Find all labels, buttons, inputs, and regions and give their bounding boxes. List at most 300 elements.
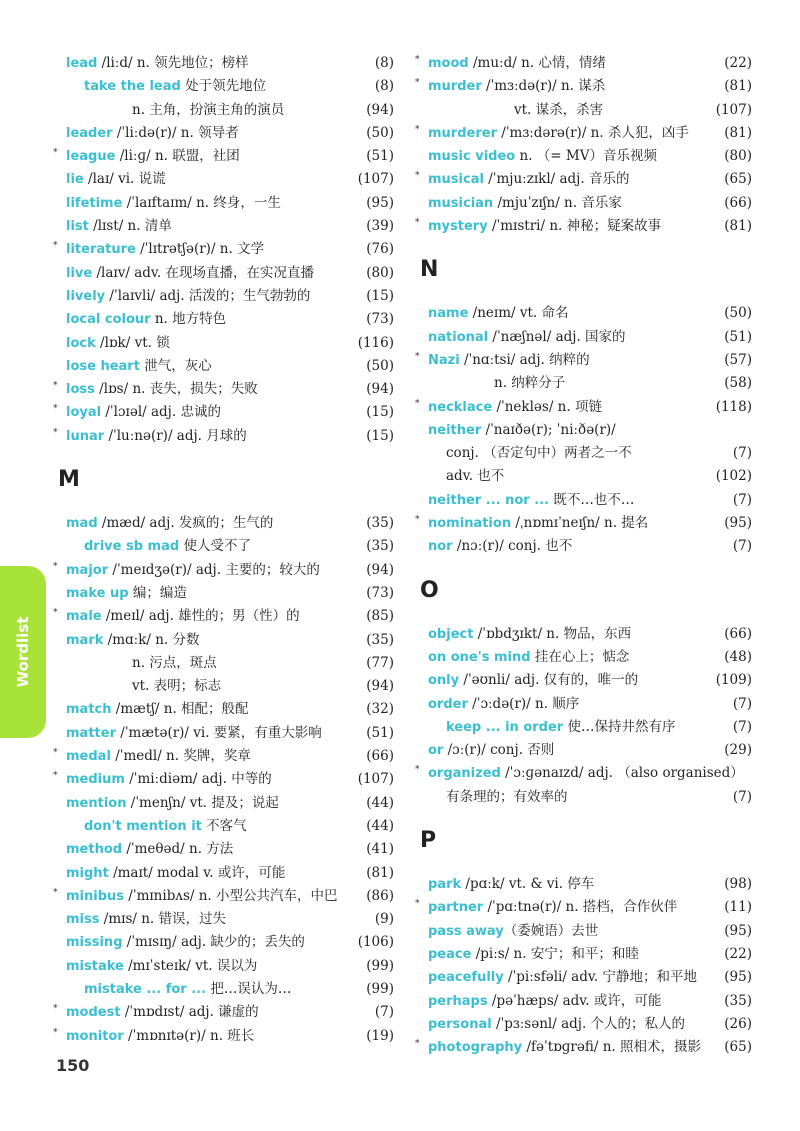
definition: vt. 表明；标志 xyxy=(132,678,222,695)
definition: /liːd/ n. 领先地位；榜样 xyxy=(97,55,249,71)
headword: list xyxy=(66,219,89,235)
wordlist-entry xyxy=(420,372,752,395)
definition: /ˈmjuːzɪkl/ adj. 音乐的 xyxy=(483,171,630,188)
wordlist-entry xyxy=(420,623,752,646)
star-icon: * xyxy=(415,1039,420,1050)
wordlist-entry xyxy=(58,978,394,1001)
page-reference: (77) xyxy=(366,654,394,671)
page-reference: (80) xyxy=(724,148,752,165)
star-icon: * xyxy=(53,381,58,392)
wordlist-entry xyxy=(58,792,394,815)
definition: （委婉语）去世 xyxy=(503,922,599,939)
page-reference: (76) xyxy=(366,241,394,258)
headword: only xyxy=(428,673,460,689)
page-number: 150 xyxy=(56,1056,90,1075)
page-reference: (94) xyxy=(366,561,394,578)
headword: necklace xyxy=(428,399,493,415)
page-reference: (7) xyxy=(732,695,752,712)
wordlist-entry xyxy=(58,215,394,238)
page-reference: (15) xyxy=(366,404,394,421)
page-reference: (39) xyxy=(366,218,394,235)
page-reference: (35) xyxy=(724,992,752,1009)
definition: n. 主角，扮演主角的演员 xyxy=(132,101,285,118)
page-reference: (107) xyxy=(357,171,394,188)
page-reference: (73) xyxy=(366,311,394,328)
headword: live xyxy=(66,265,93,281)
headword: pass away xyxy=(428,923,504,939)
definition: /ˈɔːɡənaɪzd/ adj. （also organised） xyxy=(500,765,744,782)
definition: /ˈnaɪðə(r); ˈniːðə(r)/ xyxy=(481,421,616,438)
definition: /pɑːk/ vt. & vi. 停车 xyxy=(461,876,595,893)
page-reference: (7) xyxy=(732,445,752,462)
star-icon: * xyxy=(53,608,58,619)
headword: medal xyxy=(66,749,111,765)
definition: /maɪt/ modal v. 或许，可能 xyxy=(108,864,286,881)
page-reference: (8) xyxy=(374,55,394,71)
page-reference: (66) xyxy=(724,625,752,642)
page-reference: (22) xyxy=(724,945,752,962)
definition: /ˈmɪsɪŋ/ adj. 缺少的；丢失的 xyxy=(122,934,305,951)
star-icon: * xyxy=(53,1027,58,1038)
definition: /ˈmɪnibʌs/ n. 小型公共汽车，中巴 xyxy=(124,887,338,904)
wordlist-entry xyxy=(420,739,752,762)
wordlist-entry xyxy=(53,605,394,628)
headword: on one's mind xyxy=(428,649,531,665)
wordlist-entry xyxy=(420,419,752,442)
page-reference: (50) xyxy=(724,305,752,322)
star-icon: * xyxy=(53,561,58,572)
page-reference: (7) xyxy=(732,718,752,735)
page-reference: (7) xyxy=(732,538,752,555)
headword: literature xyxy=(66,242,136,258)
wordlist-entry xyxy=(53,238,394,261)
definition: vt. 谋杀，杀害 xyxy=(514,101,604,118)
definition: /ˈpɑːtnə(r)/ n. 搭档，合作伙伴 xyxy=(483,899,678,916)
headword: peacefully xyxy=(428,970,504,986)
definition: /ˌnɒmɪˈneɪʃn/ n. 提名 xyxy=(511,515,649,532)
page-reference: (95) xyxy=(724,922,752,939)
page-reference: (19) xyxy=(366,1027,394,1044)
headword: mark xyxy=(66,632,104,648)
page-reference: (44) xyxy=(366,794,394,811)
page-reference: (29) xyxy=(724,742,752,759)
section-letter: O xyxy=(420,577,439,603)
wordlist-entry xyxy=(58,52,394,75)
wordlist-entry xyxy=(58,652,394,675)
definition: /ˈɒbdʒɪkt/ n. 物品，东西 xyxy=(473,625,632,642)
definition: /ˈmɜːdə(r)/ n. 谋杀 xyxy=(481,78,606,95)
wordlist-entry xyxy=(58,332,394,355)
star-icon: * xyxy=(53,241,58,252)
headword: mistake ... for ... xyxy=(84,981,207,997)
definition: /neɪm/ vt. 命名 xyxy=(468,305,569,322)
star-icon: * xyxy=(53,404,58,415)
definition: /piːs/ n. 安宁；和平；和睦 xyxy=(471,945,639,962)
definition: /ˈnæʃnəl/ adj. 国家的 xyxy=(488,328,626,345)
wordlist-entry xyxy=(58,308,394,331)
page-reference: (57) xyxy=(724,351,752,368)
wordlist-entry xyxy=(58,122,394,145)
headword: might xyxy=(66,865,109,881)
wordlist-entry xyxy=(58,698,394,721)
wordlist-entry xyxy=(53,885,394,908)
page-reference: (73) xyxy=(366,584,394,601)
page-reference: (32) xyxy=(366,701,394,718)
definition: /lɪst/ n. 清单 xyxy=(88,218,172,235)
headword: lunar xyxy=(66,428,105,444)
wordlist-entry xyxy=(58,815,394,838)
definition: /nɔː(r)/ conj. 也不 xyxy=(452,538,573,555)
headword: lead xyxy=(66,56,98,71)
headword: leader xyxy=(66,125,113,141)
definition: /mjuˈzɪʃn/ n. 音乐家 xyxy=(493,194,622,211)
star-icon: * xyxy=(53,771,58,782)
definition: /fəˈtɒɡrəfi/ n. 照相术，摄影 xyxy=(522,1039,701,1056)
definition: /ˈlaɪvli/ adj. 活泼的；生气勃勃的 xyxy=(105,287,311,304)
headword: don't mention it xyxy=(84,818,202,834)
page-reference: (65) xyxy=(724,171,752,188)
page-reference: (98) xyxy=(724,876,752,893)
page-reference: (50) xyxy=(366,124,394,141)
page-reference: (51) xyxy=(724,328,752,345)
definition: n. 纳粹分子 xyxy=(494,375,566,392)
headword: league xyxy=(66,149,116,165)
definition: /ˈmɒnɪtə(r)/ n. 班长 xyxy=(123,1027,255,1044)
page-reference: (35) xyxy=(366,631,394,648)
wordlist-entry xyxy=(58,931,394,954)
left-column xyxy=(53,52,394,1048)
page-reference: (44) xyxy=(366,817,394,834)
headword: medium xyxy=(66,772,125,788)
page-reference: (94) xyxy=(366,101,394,118)
page-reference: (95) xyxy=(724,515,752,532)
wordlist-entry xyxy=(420,1013,752,1036)
headword: perhaps xyxy=(428,993,488,1009)
page-reference: (106) xyxy=(357,934,394,951)
definition: /ˈluːnə(r)/ adj. 月球的 xyxy=(104,427,247,444)
wordlist-entry xyxy=(420,535,752,558)
definition: /mæd/ adj. 发疯的；生气的 xyxy=(97,515,274,532)
headword: murderer xyxy=(428,125,497,141)
star-icon: * xyxy=(415,124,420,135)
definition: 编；编造 xyxy=(128,584,187,601)
headword: peace xyxy=(428,946,472,962)
definition: /mɪs/ n. 错误，过失 xyxy=(99,911,226,928)
headword: male xyxy=(66,609,102,625)
wordlist-entry xyxy=(53,145,394,168)
page-reference: (95) xyxy=(366,194,394,211)
definition: /lɒk/ vt. 锁 xyxy=(95,334,170,351)
wordlist-entry xyxy=(420,489,752,512)
star-icon: * xyxy=(415,899,420,910)
headword: monitor xyxy=(66,1028,124,1044)
headword: organized xyxy=(428,766,501,782)
headword: nomination xyxy=(428,516,512,532)
star-icon: * xyxy=(415,78,420,89)
wordlist-entry xyxy=(420,99,752,122)
wordlist-entry xyxy=(53,1025,394,1048)
star-icon: * xyxy=(415,515,420,526)
page-reference: (11) xyxy=(724,899,752,916)
definition: /muːd/ n. 心情，情绪 xyxy=(468,55,606,71)
page-reference: (81) xyxy=(366,864,394,881)
definition: /ˈmɪstri/ n. 神秘；疑案故事 xyxy=(487,218,662,235)
headword: musical xyxy=(428,172,484,188)
headword: major xyxy=(66,562,109,578)
headword: mad xyxy=(66,516,98,532)
page-reference: (99) xyxy=(366,957,394,974)
section-letter: M xyxy=(58,467,80,493)
definition: /ˈmɒdɪst/ adj. 谦虚的 xyxy=(120,1004,259,1021)
headword: lively xyxy=(66,288,106,304)
star-icon: * xyxy=(415,55,420,65)
page-reference: (118) xyxy=(715,398,752,415)
headword: mention xyxy=(66,795,127,811)
definition: 挂在心上；惦念 xyxy=(530,648,630,665)
wordlist-entry xyxy=(415,52,752,75)
page-reference: (81) xyxy=(724,124,752,141)
wordlist-entry xyxy=(53,1001,394,1024)
wordlist-entry xyxy=(58,535,394,558)
definition: 泄气，灰心 xyxy=(139,357,212,374)
definition: /ˈmedl/ n. 奖牌，奖章 xyxy=(110,748,251,765)
star-icon: * xyxy=(415,171,420,182)
headword: national xyxy=(428,329,489,345)
section-letter: N xyxy=(420,257,439,283)
star-icon: * xyxy=(53,427,58,438)
wordlist-entry xyxy=(415,896,752,919)
page-reference: (26) xyxy=(724,1015,752,1032)
definition: /ˈmɜːdərə(r)/ n. 杀人犯，凶手 xyxy=(496,124,689,141)
definition: n. 污点，斑点 xyxy=(132,654,217,671)
page-reference: (94) xyxy=(366,381,394,398)
definition: 处于领先地位 xyxy=(180,78,267,95)
page-reference: (80) xyxy=(366,264,394,281)
wordlist-entry xyxy=(53,745,394,768)
page-reference: (107) xyxy=(715,101,752,118)
definition: /laɪ/ vi. 说谎 xyxy=(83,171,166,188)
headword: match xyxy=(66,702,112,718)
page-reference: (86) xyxy=(366,887,394,904)
wordlist-entry xyxy=(420,873,752,896)
right-column xyxy=(415,52,752,1059)
wordlist-entry xyxy=(415,349,752,372)
definition: /ˈmætə(r)/ vi. 要紧，有重大影响 xyxy=(115,724,322,741)
headword: minibus xyxy=(66,888,125,904)
definition: /ˈmiːdiəm/ adj. 中等的 xyxy=(124,771,272,788)
headword: murder xyxy=(428,79,482,95)
wordlist-entry xyxy=(420,716,752,739)
star-icon: * xyxy=(53,148,58,159)
wordlist-entry xyxy=(420,669,752,692)
wordlist-entry xyxy=(58,675,394,698)
headword: lifetime xyxy=(66,195,123,211)
headword: object xyxy=(428,626,474,642)
headword: lie xyxy=(66,172,84,188)
definition: 使…保持井然有序 xyxy=(563,718,676,735)
headword: personal xyxy=(428,1016,492,1032)
definition: /ˈmeθəd/ n. 方法 xyxy=(122,841,234,858)
wordlist-entry xyxy=(58,722,394,745)
definition: 把…误认为… xyxy=(206,980,292,997)
definition: 有条理的；有效率的 xyxy=(446,788,568,805)
wordlist-entry xyxy=(415,1036,752,1059)
definition: 使人受不了 xyxy=(179,538,251,555)
headword: missing xyxy=(66,935,123,951)
wordlist-entry xyxy=(415,168,752,191)
headword: loyal xyxy=(66,405,102,421)
definition: 不客气 xyxy=(201,817,247,834)
wordlist-entry xyxy=(58,75,394,98)
headword: drive sb mad xyxy=(84,539,180,555)
wordlist-entry xyxy=(415,396,752,419)
headword: or xyxy=(428,743,444,759)
definition: 既不…也不… xyxy=(549,491,635,508)
page-reference: (58) xyxy=(724,375,752,392)
wordlist-entry xyxy=(420,442,752,465)
star-icon: * xyxy=(415,351,420,362)
section-letter: P xyxy=(420,828,437,854)
wordlist-entry xyxy=(415,122,752,145)
headword: make up xyxy=(66,585,129,601)
headword: neither xyxy=(428,422,482,438)
page-reference: (41) xyxy=(366,841,394,858)
star-icon: * xyxy=(415,398,420,409)
definition: /pəˈhæps/ adv. 或许，可能 xyxy=(487,992,662,1009)
page-reference: (15) xyxy=(366,427,394,444)
page-reference: (116) xyxy=(357,334,394,351)
headword: photography xyxy=(428,1040,523,1056)
page-reference: (81) xyxy=(724,218,752,235)
definition: /ˈnɑːtsi/ adj. 纳粹的 xyxy=(459,351,590,368)
page-reference: (9) xyxy=(374,911,394,928)
headword: lose heart xyxy=(66,358,140,374)
definition: /ˈɔːdə(r)/ n. 顺序 xyxy=(467,695,580,712)
page-reference: (107) xyxy=(357,771,394,788)
definition: /laɪv/ adv. 在现场直播，在实况直播 xyxy=(92,264,314,281)
headword: local colour xyxy=(66,312,151,328)
headword: modest xyxy=(66,1005,121,1021)
wordlist-entry xyxy=(58,512,394,535)
star-icon: * xyxy=(53,887,58,898)
headword: musician xyxy=(428,195,494,211)
star-icon: * xyxy=(415,765,420,776)
page-reference: (66) xyxy=(724,194,752,211)
page-reference: (35) xyxy=(366,538,394,555)
page-reference: (8) xyxy=(374,78,394,95)
wordlist-entry xyxy=(420,920,752,943)
headword: name xyxy=(428,306,469,322)
definition: /ˈəʊnli/ adj. 仅有的，唯一的 xyxy=(459,672,639,689)
wordlist-entry xyxy=(58,99,394,122)
headword: loss xyxy=(66,382,95,398)
headword: partner xyxy=(428,900,484,916)
wordlist-entry xyxy=(58,955,394,978)
wordlist-entry xyxy=(53,768,394,791)
page-reference: (109) xyxy=(715,672,752,689)
definition: /ɔː(r)/ conj. 否则 xyxy=(443,742,555,759)
page-reference: (81) xyxy=(724,78,752,95)
headword: lock xyxy=(66,335,96,351)
definition: /ˈmeɪdʒə(r)/ adj. 主要的；较大的 xyxy=(108,561,320,578)
wordlist-entry xyxy=(58,192,394,215)
wordlist-entry xyxy=(58,285,394,308)
wordlist-entry xyxy=(420,145,752,168)
page-reference: (65) xyxy=(724,1039,752,1056)
definition: n. 地方特色 xyxy=(150,311,227,328)
page-reference: (7) xyxy=(374,1004,394,1021)
definition: n. （= MV）音乐视频 xyxy=(515,148,657,165)
wordlist-entry xyxy=(420,990,752,1013)
definition: /ˈmenʃn/ vt. 提及；说起 xyxy=(126,794,279,811)
definition: /ˈpɜːsənl/ adj. 个人的；私人的 xyxy=(491,1015,686,1032)
page-reference: (94) xyxy=(366,678,394,695)
wordlist-entry xyxy=(53,378,394,401)
wordlist-entry xyxy=(53,401,394,424)
wordlist-entry xyxy=(420,302,752,325)
headword: neither ... nor ... xyxy=(428,492,550,508)
page-reference: (15) xyxy=(366,287,394,304)
wordlist-entry xyxy=(58,908,394,931)
wordlist-entry xyxy=(415,75,752,98)
wordlist-entry xyxy=(420,966,752,989)
wordlist-entry xyxy=(58,582,394,605)
definition: /ˈliːdə(r)/ n. 领导者 xyxy=(112,124,239,141)
page-reference: (35) xyxy=(366,515,394,532)
headword: take the lead xyxy=(84,79,181,95)
page-reference: (99) xyxy=(366,980,394,997)
headword: Nazi xyxy=(428,352,460,368)
wordlist-entry xyxy=(58,629,394,652)
wordlist-entry xyxy=(58,862,394,885)
page-reference: (85) xyxy=(366,608,394,625)
wordlist-entry xyxy=(420,943,752,966)
headword: nor xyxy=(428,539,453,555)
wordlist-entry xyxy=(420,326,752,349)
page-reference: (102) xyxy=(715,468,752,485)
wordlist-entry xyxy=(420,192,752,215)
headword: music video xyxy=(428,149,516,165)
wordlist-entry xyxy=(420,646,752,669)
headword: miss xyxy=(66,912,100,928)
page-reference: (22) xyxy=(724,55,752,71)
definition: conj. （否定句中）两者之一不 xyxy=(446,445,632,462)
wordlist-entry xyxy=(415,215,752,238)
star-icon: * xyxy=(53,1004,58,1015)
definition: /ˈlɔɪəl/ adj. 忠诚的 xyxy=(101,404,221,421)
wordlist-entry xyxy=(420,786,752,809)
wordlist-entry xyxy=(415,762,752,785)
definition: /mɪˈsteɪk/ vt. 误以为 xyxy=(123,957,258,974)
wordlist-entry xyxy=(53,425,394,448)
page-reference: (51) xyxy=(366,148,394,165)
definition: /lɒs/ n. 丧失，损失；失败 xyxy=(94,381,258,398)
wordlist-entry xyxy=(58,168,394,191)
headword: mood xyxy=(428,56,469,71)
wordlist-entry xyxy=(58,355,394,378)
page-reference: (95) xyxy=(724,969,752,986)
page-reference: (7) xyxy=(732,788,752,805)
side-tab-label: Wordlist xyxy=(14,616,32,688)
definition: /mɑːk/ n. 分数 xyxy=(103,631,200,648)
definition: /ˈlɪtrətʃə(r)/ n. 文学 xyxy=(135,241,265,258)
definition: /mætʃ/ n. 相配；般配 xyxy=(111,701,249,718)
page-reference: (7) xyxy=(732,491,752,508)
headword: matter xyxy=(66,725,116,741)
wordlist-entry xyxy=(415,512,752,535)
definition: /liːɡ/ n. 联盟，社团 xyxy=(115,148,240,165)
star-icon: * xyxy=(415,218,420,229)
